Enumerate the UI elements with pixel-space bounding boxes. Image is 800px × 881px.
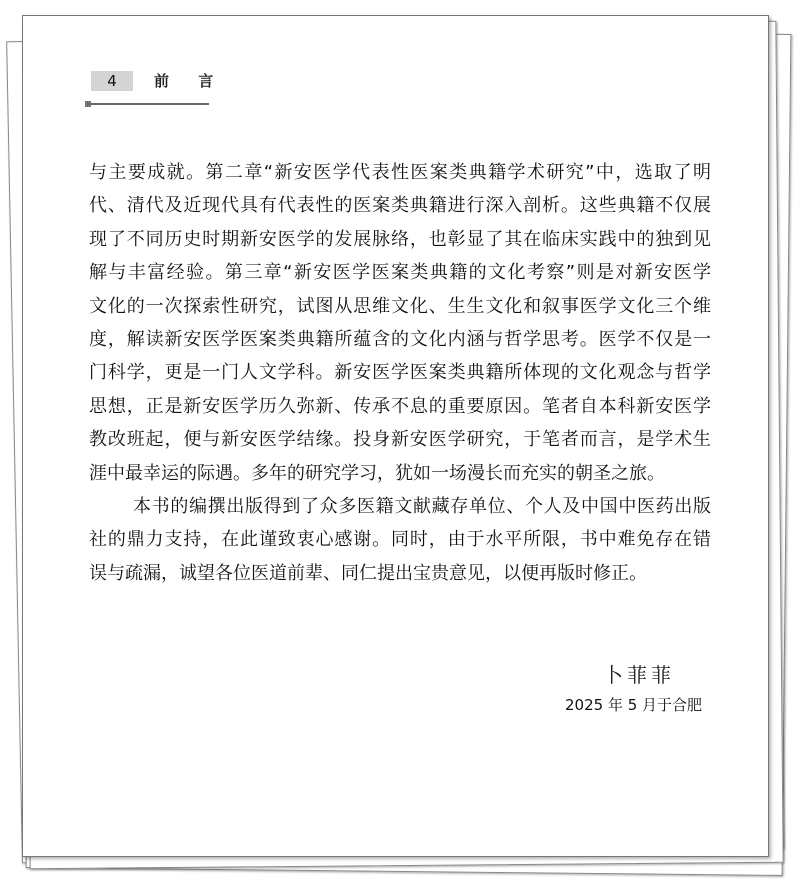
text-line: 误与疏漏，诚望各位医道前辈、同仁提出宝贵意见，以便再版时修正。	[89, 562, 647, 584]
page-number: 4	[91, 71, 133, 91]
text-line: 代、清代及近现代具有代表性的医案类典籍进行深入剖析。这些典籍不仅展	[89, 195, 711, 217]
author-signature: 卜菲菲	[603, 663, 675, 687]
text-line: 教改班起，便与新安医学结缘。投身新安医学研究，于笔者而言，是学术生	[89, 429, 711, 451]
text-line: 文化的一次探索性研究，试图从思维文化、生生文化和叙事医学文化三个维	[89, 295, 711, 317]
body-text	[89, 156, 711, 590]
text-line: 社的鼎力支持，在此谨致衷心感谢。同时，由于水平所限，书中难免存在错	[89, 529, 711, 551]
signature-date: 2025 年 5 月于合肥	[565, 696, 703, 714]
text-line: 思想，正是新安医学历久弥新、传承不息的重要原因。笔者自本科新安医学	[89, 395, 711, 417]
text-line: 涯中最幸运的际遇。多年的研究学习，犹如一场漫长而充实的朝圣之旅。	[89, 462, 665, 484]
header-rule	[87, 103, 209, 105]
text-line: 现了不同历史时期新安医学的发展脉络，也彰显了其在临床实践中的独到见	[89, 228, 711, 250]
chapter-title: 前 言	[154, 72, 226, 90]
text-line: 度，解读新安医学医案类典籍所蕴含的文化内涵与哲学思考。医学不仅是一	[89, 328, 711, 350]
document-page	[22, 15, 769, 857]
text-line: 门科学，更是一门人文学科。新安医学医案类典籍所体现的文化观念与哲学	[89, 362, 711, 384]
text-line: 与主要成就。第二章“新安医学代表性医案类典籍学术研究”中，选取了明	[89, 162, 711, 183]
text-line: 本书的编撰出版得到了众多医籍文献藏存单位、个人及中国中医药出版	[133, 495, 711, 517]
text-line: 解与丰富经验。第三章“新安医学医案类典籍的文化考察”则是对新安医学	[89, 262, 711, 284]
